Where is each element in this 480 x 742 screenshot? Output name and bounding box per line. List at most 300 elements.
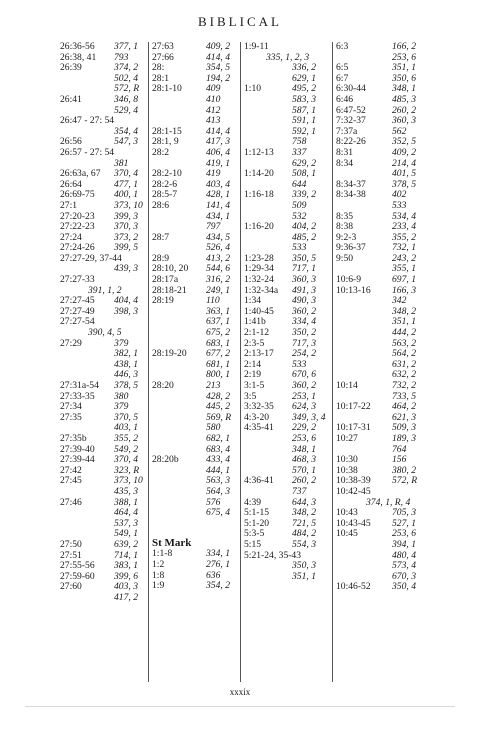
scripture-reference: 5:1-20 <box>244 517 270 529</box>
index-column-1 <box>60 42 146 603</box>
hymn-reference: 339, 2 <box>292 189 316 201</box>
hymn-reference: 444, 2 <box>392 327 416 339</box>
hymn-reference: 631, 2 <box>392 358 416 370</box>
hymn-reference: 670, 3 <box>392 570 416 582</box>
scripture-reference: 26:41 <box>60 93 82 105</box>
scripture-reference: 1:14-20 <box>244 168 274 180</box>
hymn-reference: 573, 4 <box>392 560 416 572</box>
index-entry <box>60 381 146 392</box>
scripture-reference: 10:13-16 <box>336 284 371 296</box>
hymn-reference: 249, 1 <box>206 284 230 296</box>
hymn-reference: 276, 1 <box>206 558 230 570</box>
index-entry <box>60 434 146 445</box>
index-column-2 <box>152 42 238 592</box>
hymn-reference: 404, 4 <box>114 295 138 307</box>
hymn-reference: 677, 2 <box>206 348 230 360</box>
hymn-reference: 355, 1 <box>392 263 416 275</box>
column-divider <box>332 42 333 682</box>
column-divider <box>148 42 149 682</box>
index-entry <box>60 95 146 106</box>
hymn-reference: 404, 2 <box>292 221 316 233</box>
index-entry <box>336 201 426 212</box>
hymn-reference: 413 <box>206 115 221 127</box>
scripture-reference: 27:24-26 <box>60 242 95 254</box>
hymn-reference: 509 <box>292 199 307 211</box>
index-column-3 <box>244 42 330 582</box>
scripture-reference: 7:37a <box>336 125 358 137</box>
scripture-reference: 5:21-24, 35-43 <box>244 549 302 561</box>
scripture-reference: 27:27-45 <box>60 295 95 307</box>
scripture-reference: 27:20-23 <box>60 210 95 222</box>
index-entry <box>244 127 330 138</box>
index-entry <box>244 551 330 562</box>
hymn-reference: 562 <box>392 125 407 137</box>
index-entry <box>336 434 426 445</box>
hymn-reference: 675, 4 <box>206 507 230 519</box>
hymn-reference: 683, 4 <box>206 443 230 455</box>
scripture-reference: 26:39 <box>60 62 82 74</box>
scripture-reference: 1:16-18 <box>244 189 274 201</box>
scripture-reference: 10:43-45 <box>336 517 371 529</box>
scripture-reference: 28:6 <box>152 199 170 211</box>
index-entry <box>152 487 238 498</box>
hymn-reference: 189, 3 <box>392 432 416 444</box>
scripture-reference: 28:2-6 <box>152 178 178 190</box>
index-entry <box>244 63 330 74</box>
scripture-reference: 1:32-24 <box>244 274 274 286</box>
index-entry <box>244 148 330 159</box>
scripture-reference: 4:39 <box>244 496 262 508</box>
hymn-reference: 394, 1 <box>392 538 416 550</box>
scripture-reference: 27:42 <box>60 464 82 476</box>
hymn-reference: 464, 4 <box>114 507 138 519</box>
index-column-4 <box>336 42 426 593</box>
scripture-reference: 1:9 <box>152 580 165 592</box>
hymn-reference: 213 <box>206 380 221 391</box>
scripture-reference: 26:38, 41 <box>60 51 97 63</box>
index-entry <box>152 84 238 95</box>
scripture-reference: 1:1-8 <box>152 548 173 560</box>
index-entry <box>60 540 146 551</box>
scripture-reference: 27:1 <box>60 199 78 211</box>
hymn-reference: 409, 2 <box>392 146 416 158</box>
hymn-reference: 348, 2 <box>292 507 316 519</box>
hymn-reference: 374, 2 <box>114 62 138 74</box>
scripture-reference: 27:27-54 <box>60 316 95 328</box>
hymn-reference: 378, 5 <box>392 178 416 190</box>
index-entry <box>152 106 238 117</box>
hymn-reference: 374, 1, R, 4 <box>366 496 411 508</box>
index-entry <box>152 148 238 159</box>
hymn-reference: 509, 3 <box>392 422 416 434</box>
scripture-reference: 27:51 <box>60 549 82 561</box>
hymn-reference: 399, 6 <box>114 570 138 582</box>
scripture-reference: 27:45 <box>60 475 82 487</box>
hymn-reference: 373, 10 <box>114 475 143 487</box>
index-entry <box>336 381 426 392</box>
index-entry <box>244 84 330 95</box>
hymn-reference: 370, 4 <box>114 454 138 466</box>
hymn-reference: 733, 5 <box>392 390 416 402</box>
hymn-reference: 373, 2 <box>114 231 138 243</box>
scripture-reference: 26:69-75 <box>60 189 95 201</box>
hymn-reference: 639, 2 <box>114 538 138 550</box>
hymn-reference: 354, 4 <box>114 125 138 137</box>
scripture-reference: 10:42-45 <box>336 485 371 497</box>
index-entry <box>244 95 330 106</box>
scripture-reference: 26:63a, 67 <box>60 168 101 180</box>
scripture-reference: 27:34 <box>60 401 82 413</box>
hymn-reference: 156 <box>392 454 407 466</box>
hymn-reference: 370, 5 <box>114 411 138 423</box>
hymn-reference: 214, 4 <box>392 157 416 169</box>
hymn-reference: 675, 2 <box>206 327 230 339</box>
hymn-reference: 549, 1 <box>114 528 138 540</box>
hymn-reference: 323, R <box>114 464 140 476</box>
scripture-reference: 28:1, 9 <box>152 136 179 148</box>
index-entry <box>244 42 330 53</box>
index-entry <box>244 434 330 445</box>
scripture-reference: 27:22-23 <box>60 221 95 233</box>
hymn-reference: 502, 4 <box>114 72 138 84</box>
hymn-reference: 544, 6 <box>206 263 230 275</box>
hymn-reference: 529, 4 <box>114 104 138 116</box>
hymn-reference: 570, 1 <box>292 464 316 476</box>
hymn-reference: 417, 2 <box>114 591 138 603</box>
hymn-reference: 569, R <box>206 411 232 423</box>
hymn-reference: 233, 4 <box>392 221 416 233</box>
hymn-reference: 401, 5 <box>392 168 416 180</box>
scripture-reference: 8:34-37 <box>336 178 366 190</box>
hymn-reference: 428, 2 <box>206 390 230 402</box>
hymn-reference: 377, 1 <box>114 41 138 52</box>
hymn-reference: 537, 3 <box>114 517 138 529</box>
hymn-reference: 403, 3 <box>114 581 138 593</box>
hymn-reference: 351, 1 <box>392 62 416 74</box>
hymn-reference: 390, 4, 5 <box>88 327 122 339</box>
hymn-reference: 414, 4 <box>206 51 230 63</box>
scripture-reference: 27:50 <box>60 538 82 550</box>
scripture-reference: 28:20b <box>152 454 179 466</box>
hymn-reference: 533 <box>292 358 307 370</box>
hymn-reference: 563, 3 <box>206 475 230 487</box>
scripture-reference: 1:2 <box>152 558 165 570</box>
hymn-reference: 391, 1, 2 <box>88 284 122 296</box>
hymn-reference: 592, 1 <box>292 125 316 137</box>
hymn-reference: 316, 2 <box>206 274 230 286</box>
hymn-reference: 350, 6 <box>392 72 416 84</box>
page-bottom-rule <box>25 706 455 707</box>
scripture-reference: 9:50 <box>336 252 354 264</box>
hymn-reference: 758 <box>292 136 307 148</box>
hymn-reference: 166, 2 <box>392 41 416 52</box>
hymn-reference: 563, 2 <box>392 337 416 349</box>
index-entry <box>244 381 330 392</box>
index-entry <box>244 455 330 466</box>
hymn-reference: 253, 6 <box>392 528 416 540</box>
scripture-reference: 4:36-41 <box>244 475 274 487</box>
hymn-reference: 350, 3 <box>292 560 316 572</box>
hymn-reference: 629, 1 <box>292 72 316 84</box>
index-entry <box>336 190 426 201</box>
hymn-reference: 644 <box>292 178 307 190</box>
scripture-reference: 5:15 <box>244 538 262 550</box>
hymn-reference: 334, 1 <box>206 548 230 560</box>
running-header: BIBLICAL <box>198 14 282 29</box>
hymn-reference: 379 <box>114 337 129 349</box>
index-entry <box>60 201 146 212</box>
index-entry <box>244 169 330 180</box>
index-entry <box>152 434 238 445</box>
scripture-reference: 27:27-29, 37-44 <box>60 252 122 264</box>
hymn-reference: 732, 1 <box>392 242 416 254</box>
index-entry <box>152 519 238 530</box>
index-entry <box>336 540 426 551</box>
scripture-reference: 1:29-34 <box>244 263 274 275</box>
scripture-reference: 1:10 <box>244 83 262 95</box>
scripture-reference: 1:32-34a <box>244 284 279 296</box>
hymn-reference: 243, 2 <box>392 252 416 264</box>
hymn-reference: 446, 3 <box>114 369 138 381</box>
scripture-reference: 28:1-10 <box>152 83 182 95</box>
hymn-reference: 413, 2 <box>206 252 230 264</box>
hymn-reference: 681, 1 <box>206 358 230 370</box>
hymn-reference: 378, 5 <box>114 380 138 391</box>
scripture-reference: 28:7 <box>152 231 170 243</box>
scripture-reference: 26:64 <box>60 178 82 190</box>
scripture-reference: 5:1-15 <box>244 507 270 519</box>
index-entry <box>244 116 330 127</box>
scripture-reference: 1:16-20 <box>244 221 274 233</box>
scripture-reference: 2:14 <box>244 358 262 370</box>
hymn-reference: 351, 1 <box>392 316 416 328</box>
hymn-reference: 428, 1 <box>206 189 230 201</box>
hymn-reference: 477, 1 <box>114 178 138 190</box>
index-entry <box>336 42 426 53</box>
hymn-reference: 572, R <box>114 83 140 95</box>
index-entry <box>152 212 238 223</box>
index-entry <box>244 476 330 487</box>
hymn-reference: 342 <box>392 295 407 307</box>
hymn-reference: 583, 3 <box>292 93 316 105</box>
scripture-reference: 27:63 <box>152 41 174 52</box>
hymn-reference: 229, 2 <box>292 422 316 434</box>
hymn-reference: 637, 1 <box>206 316 230 328</box>
hymn-reference: 484, 2 <box>292 528 316 540</box>
index-entry <box>336 487 426 498</box>
hymn-reference: 370, 4 <box>114 168 138 180</box>
scripture-reference: 3:5 <box>244 390 257 402</box>
scripture-reference: 4:35-41 <box>244 422 274 434</box>
hymn-reference: 624, 3 <box>292 401 316 413</box>
scripture-reference: 27:39-44 <box>60 454 95 466</box>
hymn-reference: 468, 3 <box>292 454 316 466</box>
scripture-reference: 28:2 <box>152 146 170 158</box>
hymn-reference: 406, 4 <box>206 146 230 158</box>
hymn-reference: 533 <box>292 242 307 254</box>
index-entry <box>244 487 330 498</box>
hymn-reference: 721, 5 <box>292 517 316 529</box>
hymn-reference: 683, 1 <box>206 337 230 349</box>
hymn-reference: 793 <box>114 51 129 63</box>
hymn-reference: 260, 2 <box>392 104 416 116</box>
index-entry <box>152 95 238 106</box>
hymn-reference: 485, 3 <box>392 93 416 105</box>
index-entry <box>244 53 330 64</box>
scripture-reference: 27:27-33 <box>60 274 95 286</box>
hymn-reference: 580 <box>206 422 221 434</box>
scripture-reference: 28:1 <box>152 72 170 84</box>
hymn-reference: 464, 2 <box>392 401 416 413</box>
index-entry <box>152 581 238 592</box>
hymn-reference: 166, 3 <box>392 284 416 296</box>
scripture-reference: 10:30 <box>336 454 358 466</box>
scripture-reference: 26:36-56 <box>60 41 95 52</box>
hymn-reference: 732, 2 <box>392 380 416 391</box>
hymn-reference: 682, 1 <box>206 432 230 444</box>
hymn-reference: 388, 1 <box>114 496 138 508</box>
scripture-reference: 2:19 <box>244 369 262 381</box>
hymn-reference: 360, 3 <box>292 274 316 286</box>
index-entry <box>60 42 146 53</box>
hymn-reference: 410 <box>206 93 221 105</box>
hymn-reference: 354, 5 <box>206 62 230 74</box>
scripture-reference: 6:3 <box>336 41 349 52</box>
hymn-reference: 534, 4 <box>392 210 416 222</box>
scripture-reference: 3:1-5 <box>244 380 265 391</box>
scripture-reference: 27:39-40 <box>60 443 95 455</box>
scripture-reference: 1:40-45 <box>244 305 274 317</box>
hymn-reference: 346, 8 <box>114 93 138 105</box>
index-entry <box>244 201 330 212</box>
hymn-reference: 403, 1 <box>114 422 138 434</box>
scripture-reference: 1:8 <box>152 569 165 581</box>
hymn-reference: 564, 3 <box>206 485 230 497</box>
hymn-reference: 587, 1 <box>292 104 316 116</box>
hymn-reference: 526, 4 <box>206 242 230 254</box>
hymn-reference: 382, 1 <box>114 348 138 360</box>
index-entry <box>152 560 238 571</box>
hymn-reference: 379 <box>114 401 129 413</box>
scripture-reference: 26:47 - 27: 54 <box>60 115 115 127</box>
hymn-reference: 435, 3 <box>114 485 138 497</box>
hymn-reference: 621, 3 <box>392 411 416 423</box>
index-entry <box>336 286 426 297</box>
scripture-reference: 10:27 <box>336 432 358 444</box>
hymn-reference: 398, 3 <box>114 305 138 317</box>
hymn-reference: 572, R <box>392 475 418 487</box>
hymn-reference: 335, 1, 2, 3 <box>266 51 310 63</box>
scripture-reference: 6:5 <box>336 62 349 74</box>
hymn-reference: 360, 3 <box>392 115 416 127</box>
scripture-reference: 1:12-13 <box>244 146 274 158</box>
hymn-reference: 705, 3 <box>392 507 416 519</box>
scripture-reference: 8:38 <box>336 221 354 233</box>
scripture-reference: 27:29 <box>60 337 82 349</box>
page-number: xxxix <box>229 687 251 697</box>
index-entry <box>60 593 146 604</box>
hymn-reference: 399, 3 <box>114 210 138 222</box>
hymn-reference: 764 <box>392 443 407 455</box>
scripture-reference: 8:35 <box>336 210 354 222</box>
scripture-reference: 4:3-20 <box>244 411 270 423</box>
index-entry <box>244 106 330 117</box>
scripture-reference: 27:24 <box>60 231 82 243</box>
scripture-reference: 27:31a-54 <box>60 380 99 391</box>
hymn-reference: 419, 1 <box>206 157 230 169</box>
hymn-reference: 547, 3 <box>114 136 138 148</box>
scripture-reference: 10:38 <box>336 464 358 476</box>
scripture-reference: 27:33-35 <box>60 390 95 402</box>
scripture-reference: 3:32-35 <box>244 401 274 413</box>
hymn-reference: 717, 3 <box>292 337 316 349</box>
scripture-reference: 8:22-26 <box>336 136 366 148</box>
hymn-reference: 253, 1 <box>292 390 316 402</box>
hymn-reference: 260, 2 <box>292 475 316 487</box>
scripture-reference: 10:38-39 <box>336 475 371 487</box>
scripture-reference: 27:35b <box>60 432 87 444</box>
scripture-reference: 1:41b <box>244 316 266 328</box>
scripture-reference: 10:17-31 <box>336 422 371 434</box>
hymn-reference: 717, 1 <box>292 263 316 275</box>
scripture-reference: 28:18-21 <box>152 284 187 296</box>
hymn-reference: 355, 2 <box>392 231 416 243</box>
section-subheading: St Mark <box>152 537 192 550</box>
hymn-reference: 351, 1 <box>292 570 316 582</box>
hymn-reference: 412 <box>206 104 221 116</box>
index-entry <box>244 445 330 456</box>
scripture-reference: 27:46 <box>60 496 82 508</box>
scripture-reference: 8:31 <box>336 146 354 158</box>
scripture-reference: 2:13-17 <box>244 348 274 360</box>
scripture-reference: 2:3-5 <box>244 337 265 349</box>
hymn-reference: 337 <box>292 146 307 158</box>
scripture-reference: 1:34 <box>244 295 262 307</box>
index-entry <box>244 540 330 551</box>
hymn-reference: 194, 2 <box>206 72 230 84</box>
hymn-reference: 480, 4 <box>392 549 416 561</box>
hymn-reference: 336, 2 <box>292 62 316 74</box>
hymn-reference: 380 <box>114 390 129 402</box>
hymn-reference: 414, 4 <box>206 125 230 137</box>
index-entry <box>152 381 238 392</box>
scripture-reference: 27:27-49 <box>60 305 95 317</box>
index-entry <box>244 423 330 434</box>
hymn-reference: 399, 5 <box>114 242 138 254</box>
scripture-reference: 10:17-22 <box>336 401 371 413</box>
index-entry <box>244 233 330 244</box>
hymn-reference: 409, 2 <box>206 41 230 52</box>
hymn-reference: 350, 4 <box>392 581 416 593</box>
scripture-reference: 7:32-37 <box>336 115 366 127</box>
hymn-reference: 800, 1 <box>206 369 230 381</box>
hymn-reference: 444, 1 <box>206 464 230 476</box>
hymn-reference: 348, 1 <box>292 443 316 455</box>
hymn-reference: 370, 3 <box>114 221 138 233</box>
hymn-reference: 383, 1 <box>114 560 138 572</box>
hymn-reference: 737 <box>292 485 307 497</box>
index-entry <box>60 487 146 498</box>
scripture-reference: 5:3-5 <box>244 528 265 540</box>
hymn-reference: 797 <box>206 221 221 233</box>
scripture-reference: 26:56 <box>60 136 82 148</box>
column-divider <box>240 42 241 682</box>
hymn-reference: 445, 2 <box>206 401 230 413</box>
scripture-reference: 6:47-52 <box>336 104 366 116</box>
index-entry <box>336 148 426 159</box>
hymn-reference: 360, 2 <box>292 305 316 317</box>
scripture-reference: 8:34 <box>336 157 354 169</box>
